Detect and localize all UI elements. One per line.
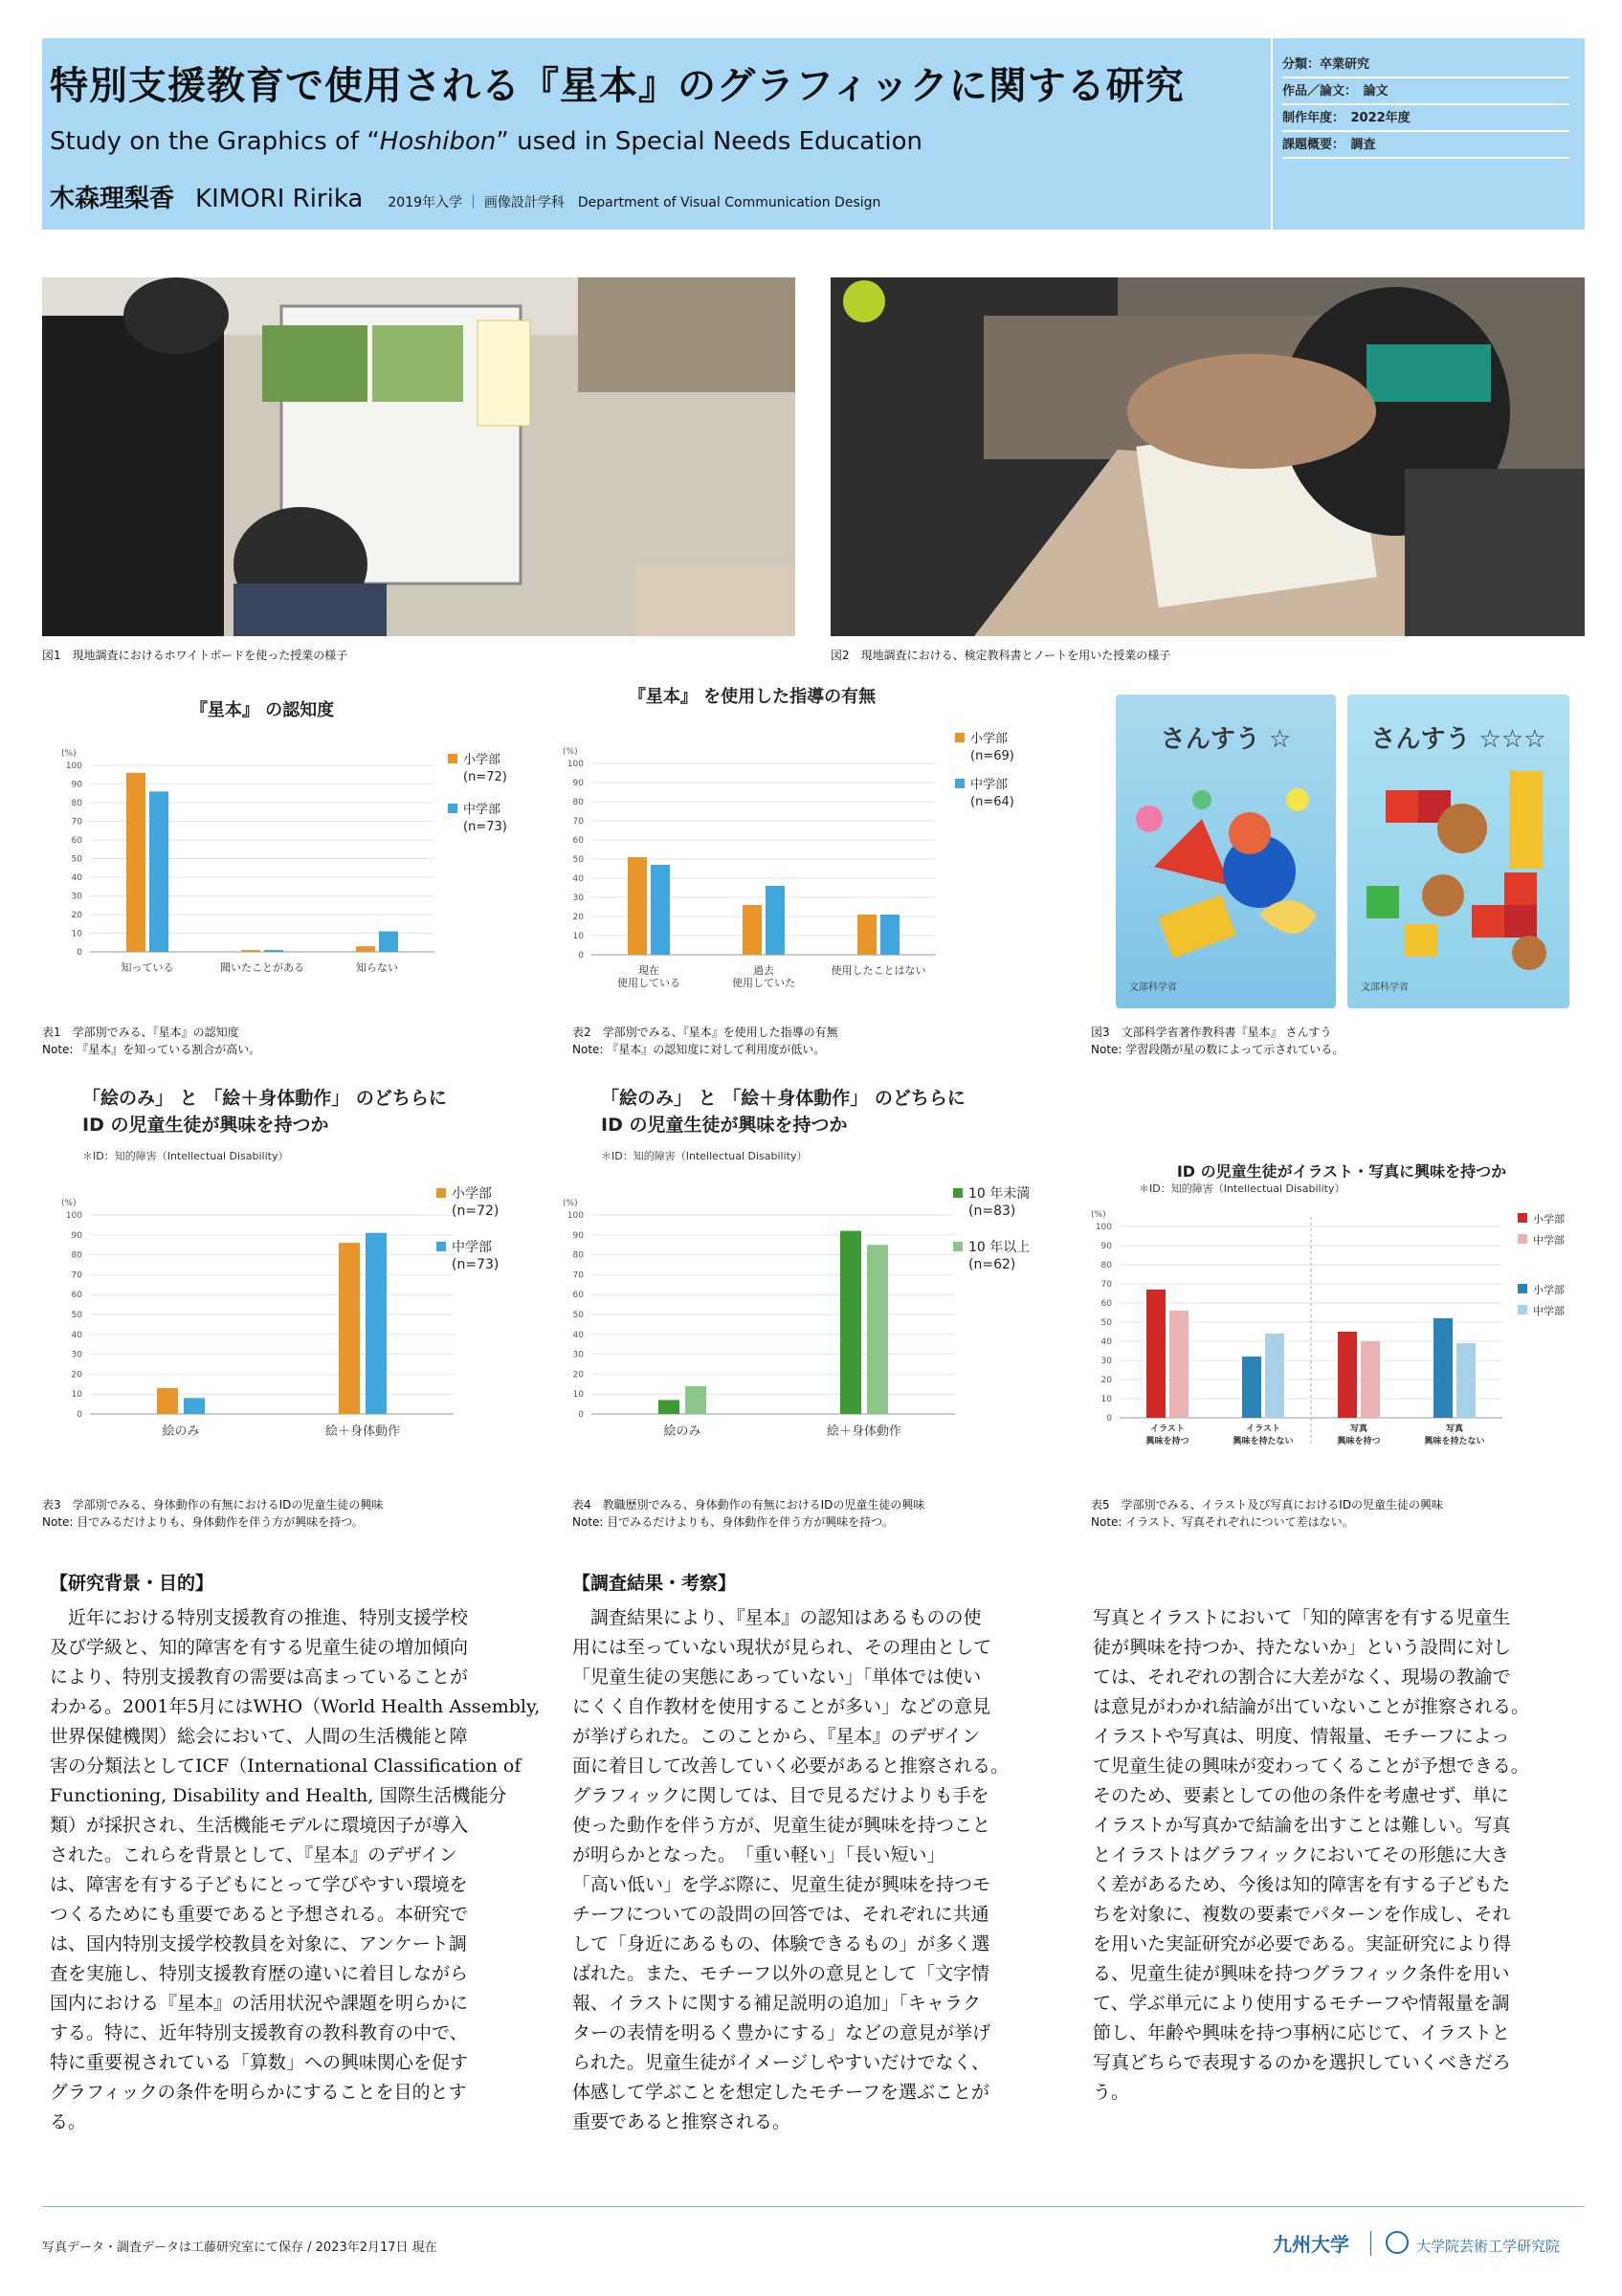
x-category-label: 絵＋身体動作	[324, 1424, 401, 1439]
bar-2-1	[743, 905, 762, 955]
discussion-line: て、学ぶ単元により使用するモチーフや情報量を調	[1093, 1993, 1510, 2014]
textbook-cover-1star	[1116, 695, 1336, 1008]
x-category-label: 使用している	[617, 977, 680, 989]
y-tick-label: 0	[77, 948, 82, 958]
results-line: 「高い低い」を学ぶ際に、児童生徒が興味を持つモ	[572, 1874, 991, 1895]
discussion-line: イラストや写真は、明度、情報量、モチーフによっ	[1093, 1726, 1510, 1747]
table5-caption: 表5 学部別でみる、イラスト及び写真におけるIDの児童生徒の興味	[1091, 1498, 1444, 1512]
y-tick-label: 100	[65, 762, 82, 771]
y-axis-label: (%)	[563, 1199, 578, 1208]
legend-n: (n=69)	[970, 749, 1014, 763]
background-line: は、障害を有する子どもにとって学びやすい環境を	[50, 1874, 468, 1895]
bar-1-2	[184, 1398, 205, 1414]
y-tick-label: 20	[1100, 1376, 1112, 1385]
x-category-label: 絵＋身体動作	[826, 1424, 902, 1439]
y-tick-label: 90	[71, 780, 82, 790]
background-line: された。これらを背景として、『星本』のデザイン	[50, 1844, 457, 1866]
x-category-label: 絵のみ	[162, 1424, 200, 1439]
title-en-pre: Study on the Graphics of “	[50, 127, 380, 156]
x-category-label: イラスト	[1246, 1424, 1280, 1434]
discussion-line: 節し、年齢や興味を持つ事柄に応じて、イラストと	[1093, 2022, 1511, 2043]
meta-category: 分類：卒業研究	[1282, 54, 1569, 78]
legend-swatch	[436, 1188, 446, 1198]
fig3-note: Note: 学習段階が星の数によって示されている。	[1091, 1043, 1344, 1056]
page-subtitle-en	[50, 127, 922, 156]
cover2-publisher: 文部科学省	[1361, 982, 1409, 993]
legend-swatch	[1518, 1213, 1527, 1223]
legend-swatch	[436, 1242, 446, 1251]
section-discussion-body	[1093, 1603, 1583, 2108]
background-line: 類）が採択され、生活機能モデルに環境因子が導入	[50, 1815, 469, 1836]
background-line: グラフィックの条件を明らかにすることを目的とす	[50, 2082, 467, 2103]
legend-label: 小学部	[452, 1186, 492, 1202]
bar-1-2	[651, 865, 670, 955]
table5-note: Note: イラスト、写真それぞれについて差はない。	[1091, 1515, 1354, 1529]
y-tick-label: 100	[65, 1211, 82, 1221]
chart-title: ID の児童生徒が興味を持つか	[601, 1115, 848, 1136]
bar-1-2	[149, 791, 168, 952]
y-tick-label: 0	[578, 1410, 584, 1420]
bar-2-1	[241, 950, 260, 952]
legend-swatch	[1518, 1284, 1527, 1293]
discussion-line: 徒が興味を持つか、持たないか」という設問に対し	[1093, 1637, 1512, 1658]
y-tick-label: 60	[71, 836, 82, 846]
title-en-post: ” used in Special Needs Education	[496, 127, 923, 156]
cover2-title: さんすう ☆☆☆	[1370, 725, 1546, 754]
bar-1-1	[1146, 1290, 1166, 1418]
y-tick-label: 20	[572, 913, 584, 922]
table4-note: Note: 目でみるだけよりも、身体動作を伴う方が興味を持つ。	[572, 1515, 894, 1529]
chart-recognition	[42, 689, 540, 1024]
results-line: して「身近にあるもの、体験できるもの」が多く選	[572, 1933, 990, 1954]
legend-n: (n=72)	[463, 770, 507, 784]
legend-swatch	[448, 754, 457, 763]
discussion-line: ては、それぞれの割合に大差がなく、現場の教諭で	[1093, 1667, 1511, 1688]
y-tick-label: 100	[567, 1211, 584, 1221]
table4-caption: 表4 教職歴別でみる、身体動作の有無におけるIDの児童生徒の興味	[572, 1498, 925, 1512]
cover1-title: さんすう ☆	[1160, 725, 1292, 754]
y-tick-label: 20	[71, 1370, 82, 1380]
y-tick-label: 100	[567, 760, 584, 769]
y-tick-label: 50	[71, 1311, 82, 1320]
background-line: つくるためにも重要であると予想される。本研究で	[50, 1904, 469, 1925]
y-tick-label: 0	[77, 1410, 82, 1420]
fig2-caption: 図2 現地調査における、検定教科書とノートを用いた授業の様子	[831, 649, 1171, 662]
y-axis-label: (%)	[1091, 1210, 1106, 1220]
y-tick-label: 10	[572, 1390, 584, 1401]
bar-2-1	[840, 1231, 861, 1414]
x-category-label: 興味を持たない	[1424, 1437, 1485, 1446]
y-tick-label: 80	[572, 1250, 584, 1261]
bar-1-1	[157, 1388, 178, 1414]
y-axis-label: (%)	[563, 747, 578, 757]
chart-subtitle: ＊ID：知的障害（Intellectual Disability）	[1139, 1182, 1345, 1195]
photo-textbook-illustration	[831, 277, 1585, 636]
discussion-line: を用いた実証研究が必要である。実証研究により得	[1093, 1933, 1512, 1954]
y-tick-label: 50	[572, 855, 584, 865]
author-meta: 2019年入学 ｜ 画像設計学科 Department of Visual Communication Design	[388, 195, 881, 210]
author-name-jp: 木森理梨香	[50, 185, 175, 213]
institute-emblem-icon	[1386, 2231, 1409, 2254]
bar-1-1	[658, 1400, 679, 1414]
y-tick-label: 40	[572, 874, 584, 884]
bar-2-2	[264, 950, 283, 952]
results-line: 使った動作を伴う方が、児童生徒が興味を持つこと	[572, 1815, 991, 1836]
bar-2-2	[366, 1233, 387, 1414]
meta-work-type: 作品／論文： 論文	[1282, 80, 1569, 105]
discussion-line: う。	[1093, 2082, 1130, 2103]
bar-3-2	[880, 915, 900, 955]
background-line: 査を実施し、特別支援教育歴の違いに着目しながら	[50, 1963, 469, 1984]
chart-title: ID の児童生徒が興味を持つか	[82, 1115, 329, 1136]
chart-title: 『星本』 を使用した指導の有無	[628, 687, 877, 707]
chart-motion-by-dept	[42, 1081, 540, 1478]
chart-subtitle: ＊ID：知的障害（Intellectual Disability）	[601, 1150, 808, 1162]
legend-label: 中学部	[1533, 1305, 1565, 1317]
section-background-body	[50, 1603, 541, 2137]
y-tick-label: 20	[572, 1370, 584, 1380]
legend-n: (n=73)	[463, 820, 507, 834]
results-line: ばれた。また、モチーフ以外の意見として「文字情	[572, 1963, 990, 1984]
legend-label: 10 年未満	[968, 1186, 1031, 1202]
legend-swatch	[448, 804, 457, 813]
y-tick-label: 10	[71, 929, 82, 939]
bar-4-4	[1456, 1343, 1476, 1418]
y-tick-label: 80	[71, 1250, 82, 1261]
background-line: 特に重要視されている「算数」への興味関心を促す	[50, 2052, 469, 2073]
discussion-line: て児童生徒の興味が変わってくることが予想できる。	[1093, 1755, 1529, 1777]
legend-n: (n=64)	[970, 795, 1014, 809]
y-tick-label: 80	[71, 799, 82, 808]
cover2-illustration	[1347, 762, 1569, 982]
y-tick-label: 90	[572, 1230, 584, 1241]
discussion-line: 写真とイラストにおいて「知的障害を有する児童生	[1093, 1607, 1511, 1628]
legend-swatch	[953, 1242, 963, 1251]
y-tick-label: 90	[71, 1230, 82, 1241]
background-line: は、国内特別支援学校教員を対象に、アンケート調	[50, 1933, 467, 1954]
x-category-label: 知っている	[121, 961, 174, 974]
x-category-label: 使用したことはない	[831, 964, 926, 977]
bar-4-3	[1433, 1318, 1453, 1418]
legend-n: (n=62)	[968, 1257, 1016, 1272]
results-line: グラフィックに関しては、目で見るだけよりも手を	[572, 1785, 989, 1806]
cover1-publisher: 文部科学省	[1129, 982, 1177, 993]
section-results-heading: 【調査結果・考察】	[572, 1573, 737, 1594]
footer-rule	[42, 2206, 1585, 2207]
discussion-line: 写真どちらで表現するのかを選択していくべきだろ	[1093, 2052, 1511, 2073]
results-line: が挙げられた。このことから、『星本』のデザイン	[572, 1726, 981, 1747]
x-category-label: 興味を持つ	[1337, 1437, 1381, 1446]
legend-label: 中学部	[1533, 1234, 1565, 1247]
background-line: 国内における『星本』の活用状況や課題を明らかに	[50, 1993, 469, 2014]
results-line: が明らかとなった。 「重い軽い」「長い短い」	[572, 1844, 945, 1866]
bar-3-1	[857, 915, 877, 955]
y-tick-label: 70	[1100, 1280, 1112, 1290]
background-line: 世界保健機関）総会において、人間の生活機能と障	[50, 1726, 468, 1747]
discussion-line: は意見がわかれ結論が出ていないことが推察される。	[1093, 1696, 1530, 1717]
legend-label: 小学部	[463, 753, 501, 767]
background-line: 害の分類法としてICF（International Classification of	[50, 1755, 522, 1777]
table1-note: Note: 『星本』を知っている割合が高い。	[42, 1043, 261, 1056]
y-tick-label: 30	[1100, 1357, 1112, 1366]
background-line: する。特に、近年特別支援教育の教科教育の中で、	[50, 2022, 468, 2043]
y-tick-label: 10	[1100, 1395, 1112, 1404]
y-tick-label: 70	[572, 1270, 584, 1281]
y-tick-label: 40	[71, 1330, 82, 1340]
table2-note: Note: 『星本』の認知度に対して利用度が低い。	[572, 1043, 826, 1056]
y-tick-label: 40	[572, 1330, 584, 1340]
university-logo: 九州大学	[1273, 2233, 1349, 2256]
bar-1-1	[126, 773, 145, 952]
y-axis-label: (%)	[61, 749, 77, 759]
x-category-label: 写真	[1445, 1424, 1464, 1434]
y-tick-label: 70	[572, 817, 584, 827]
x-category-label: 使用していた	[732, 977, 795, 989]
y-tick-label: 30	[71, 1350, 82, 1360]
y-tick-label: 100	[1095, 1223, 1112, 1232]
table3-note: Note: 目でみるだけよりも、身体動作を伴う方が興味を持つ。	[42, 1515, 364, 1529]
legend-label: 小学部	[1533, 1284, 1565, 1296]
chart-title: 『星本』 の認知度	[189, 700, 335, 720]
y-tick-label: 20	[71, 911, 82, 920]
textbook-cover-3star	[1347, 695, 1569, 1008]
bar-2-2	[867, 1245, 888, 1414]
cover1-illustration	[1116, 762, 1336, 982]
author-name-en: KIMORI Ririka	[195, 185, 364, 213]
fig1-caption: 図1 現地調査におけるホワイトボードを使った授業の様子	[42, 649, 348, 662]
chart-title: 「絵のみ」 と 「絵＋身体動作」 のどちらに	[82, 1088, 447, 1109]
results-line: 用には至っていない現状が見られ、その理由として	[572, 1637, 992, 1658]
x-category-label: 現在	[638, 964, 659, 977]
discussion-line: る、児童生徒が興味を持つグラフィック条件を用い	[1093, 1963, 1510, 1984]
legend-swatch	[953, 1188, 963, 1198]
results-line: にくく自作教材を使用することが多い」などの意見	[572, 1696, 991, 1717]
legend-n: (n=83)	[968, 1203, 1016, 1219]
background-line: 近年における特別支援教育の推進、特別支援学校	[50, 1607, 469, 1628]
background-line: により、特別支援教育の需要は高まっていることが	[50, 1667, 469, 1688]
x-category-label: 知らない	[356, 961, 398, 974]
bar-3-1	[356, 946, 375, 952]
discussion-line: ちを対象に、複数の要素でパターンを作成し、それ	[1093, 1904, 1511, 1925]
legend-swatch	[1518, 1305, 1527, 1314]
footer-separator	[1370, 2231, 1371, 2256]
legend-label: 小学部	[1533, 1213, 1565, 1225]
y-tick-label: 10	[572, 932, 584, 941]
chart-usage	[561, 681, 1039, 1024]
meta-overview: 課題概要： 調査	[1282, 134, 1569, 159]
table1-caption: 表1 学部別でみる、『星本』の認知度	[42, 1026, 239, 1039]
legend-n: (n=72)	[452, 1203, 500, 1219]
y-tick-label: 60	[572, 836, 584, 846]
photo-whiteboard-class	[42, 277, 795, 636]
legend-swatch	[1518, 1234, 1527, 1244]
fig3-caption: 図3 文部科学省著作教科書『星本』 さんすう	[1091, 1026, 1332, 1039]
institute-name: 大学院芸術工学研究院	[1416, 2238, 1561, 2255]
y-tick-label: 80	[572, 798, 584, 807]
y-tick-label: 40	[71, 873, 82, 883]
discussion-line: そのため、要素としての他の条件を考慮せず、単に	[1093, 1785, 1509, 1806]
bar-3-1	[1338, 1332, 1357, 1418]
results-line: チーフについての設問の回答では、それぞれに共通	[572, 1904, 989, 1925]
photo-textbook-class	[831, 277, 1585, 636]
y-tick-label: 0	[578, 951, 584, 960]
discussion-line: とイラストはグラフィックにおいてその形態に大き	[1093, 1844, 1509, 1866]
y-tick-label: 70	[71, 817, 82, 828]
results-line: 体感して学ぶことを想定したモチーフを選ぶことが	[572, 2082, 990, 2103]
meta-divider	[1271, 38, 1273, 230]
chart-title: ID の児童生徒がイラスト・写真に興味を持つか	[1176, 1162, 1507, 1181]
x-category-label: 興味を持つ	[1145, 1437, 1189, 1446]
x-category-label: 過去	[753, 964, 774, 977]
chart-illustration-photo	[1091, 1150, 1589, 1478]
title-en-italic: Hoshibon	[379, 127, 497, 156]
y-tick-label: 60	[1100, 1299, 1112, 1309]
results-line: 重要であると推察される。	[572, 2111, 791, 2132]
y-tick-label: 60	[71, 1291, 82, 1301]
x-category-label: イラスト	[1150, 1424, 1185, 1434]
y-axis-label: (%)	[61, 1199, 77, 1208]
y-tick-label: 60	[572, 1291, 584, 1301]
y-tick-label: 50	[71, 854, 82, 865]
meta-year: 制作年度： 2022年度	[1282, 107, 1569, 132]
bar-3-2	[379, 932, 398, 952]
results-line: られた。児童生徒がイメージしやすいだけでなく、	[572, 2052, 990, 2073]
y-tick-label: 80	[1100, 1261, 1112, 1270]
table2-caption: 表2 学部別でみる、『星本』を使用した指導の有無	[572, 1026, 838, 1039]
y-tick-label: 50	[1100, 1318, 1112, 1328]
legend-label: 中学部	[970, 778, 1009, 792]
footer-note: 写真データ・調査データは工藤研究室にて保存 / 2023年2月17日 現在	[42, 2241, 437, 2255]
y-tick-label: 0	[1106, 1414, 1112, 1424]
author-line	[50, 179, 880, 214]
section-background-heading: 【研究背景・目的】	[50, 1573, 214, 1594]
section-results-body	[572, 1603, 1060, 2137]
bar-2-1	[339, 1243, 360, 1414]
y-tick-label: 40	[1100, 1337, 1112, 1347]
x-category-label: 写真	[1349, 1424, 1368, 1434]
chart-title: 「絵のみ」 と 「絵＋身体動作」 のどちらに	[601, 1088, 966, 1109]
x-category-label: 聞いたことがある	[220, 961, 304, 974]
results-line: 「児童生徒の実態にあっていない」「単体では使い	[572, 1667, 982, 1688]
bar-1-2	[685, 1386, 706, 1414]
legend-label: 10 年以上	[968, 1240, 1031, 1255]
legend-swatch	[955, 733, 965, 742]
y-tick-label: 90	[572, 779, 584, 788]
legend-n: (n=73)	[452, 1257, 500, 1272]
y-tick-label: 70	[71, 1270, 82, 1281]
y-tick-label: 30	[572, 1350, 584, 1360]
background-line: Functioning, Disability and Health, 国際生活機能分	[50, 1785, 507, 1806]
y-tick-label: 90	[1100, 1242, 1112, 1251]
results-line: 報、イラストに関する補足説明の追加」「キャラク	[572, 1993, 981, 2014]
results-line: ターの表情を明るく豊かにする」などの意見が挙げ	[572, 2022, 991, 2043]
bar-2-2	[766, 886, 785, 955]
legend-label: 中学部	[452, 1240, 492, 1255]
bar-1-2	[1169, 1311, 1189, 1418]
chart-motion-by-career	[561, 1081, 1058, 1478]
photo-whiteboard-illustration	[42, 277, 795, 636]
x-category-label: 絵のみ	[663, 1424, 701, 1439]
discussion-line: く差があるため、今後は知的障害を有する子どもた	[1093, 1874, 1511, 1895]
discussion-line: イラストか写真かで結論を出すことは難しい。写真	[1093, 1815, 1511, 1836]
chart-subtitle: ＊ID：知的障害（Intellectual Disability）	[82, 1150, 289, 1162]
results-line: 面に着目して改善していく必要があると推察される。	[572, 1755, 1010, 1777]
results-line: 調査結果により、『星本』の認知はあるものの使	[572, 1607, 982, 1628]
legend-swatch	[955, 779, 965, 788]
background-line: 及び学級と、知的障害を有する児童生徒の増加傾向	[50, 1637, 469, 1658]
x-category-label: 興味を持たない	[1233, 1437, 1294, 1446]
bar-3-2	[1361, 1341, 1380, 1418]
y-tick-label: 30	[71, 892, 82, 902]
background-line: る。	[50, 2111, 87, 2132]
table3-caption: 表3 学部別でみる、身体動作の有無におけるIDの児童生徒の興味	[42, 1498, 384, 1512]
legend-label: 小学部	[970, 732, 1009, 746]
bar-1-1	[628, 857, 647, 955]
bar-2-3	[1242, 1357, 1261, 1418]
bar-2-4	[1265, 1334, 1284, 1418]
legend-label: 中学部	[463, 803, 501, 817]
y-tick-label: 30	[572, 894, 584, 903]
page-title: 特別支援教育で使用される『星本』のグラフィックに関する研究	[50, 64, 1185, 108]
y-tick-label: 50	[572, 1311, 584, 1320]
background-line: わかる。2001年5月にはWHO（World Health Assembly,	[50, 1696, 541, 1717]
y-tick-label: 10	[71, 1390, 82, 1401]
